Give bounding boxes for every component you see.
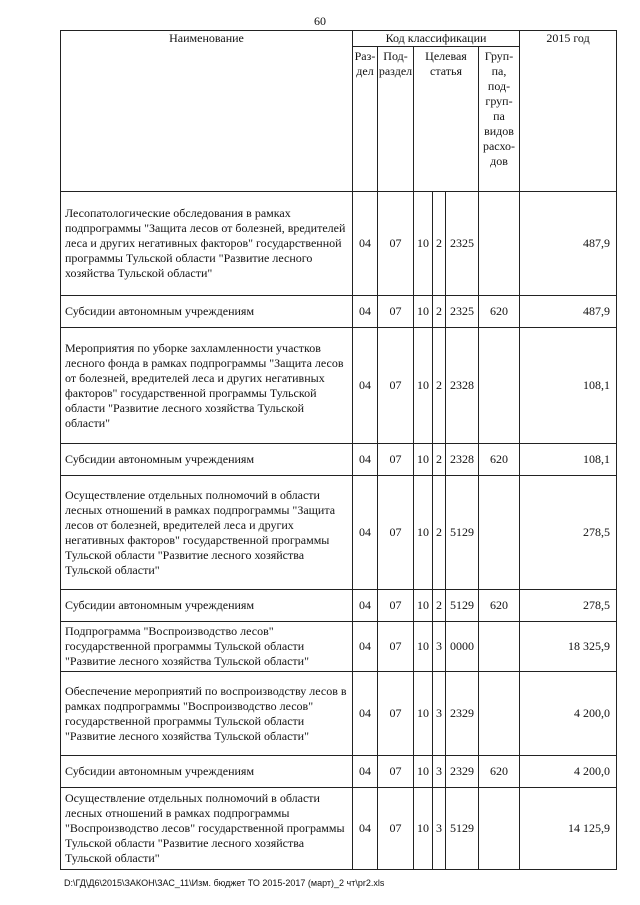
row-cs-program: 10 xyxy=(414,672,433,756)
budget-table-wrapper xyxy=(60,30,616,870)
row-razdel: 04 xyxy=(353,296,378,328)
row-podrazdel: 07 xyxy=(378,788,414,870)
row-vid-rashodov: 620 xyxy=(479,444,520,476)
row-cs-code: 2325 xyxy=(446,192,479,296)
row-cs-code: 5129 xyxy=(446,590,479,622)
row-sum: 108,1 xyxy=(520,444,617,476)
row-name: Осуществление отдельных полномочий в области лесных отношений в рамках подпрограммы "Воспроизводство лесов" государственной программы Тульской области "Развитие лесного хозяйства Тульской области" xyxy=(61,788,353,870)
row-podrazdel: 07 xyxy=(378,296,414,328)
row-cs-subprogram: 2 xyxy=(433,192,446,296)
row-sum: 487,9 xyxy=(520,296,617,328)
table-row xyxy=(61,672,617,756)
row-sum: 278,5 xyxy=(520,476,617,590)
row-name: Субсидии автономным учреждениям xyxy=(61,756,353,788)
row-sum: 4 200,0 xyxy=(520,756,617,788)
header-podrazdel: Под- раздел xyxy=(378,47,414,192)
row-vid-rashodov: 620 xyxy=(479,590,520,622)
row-vid-rashodov: 620 xyxy=(479,296,520,328)
row-razdel: 04 xyxy=(353,328,378,444)
row-podrazdel: 07 xyxy=(378,622,414,672)
row-razdel: 04 xyxy=(353,192,378,296)
row-podrazdel: 07 xyxy=(378,756,414,788)
row-vid-rashodov xyxy=(479,328,520,444)
table-row xyxy=(61,756,617,788)
row-cs-subprogram: 3 xyxy=(433,622,446,672)
table-row xyxy=(61,590,617,622)
row-cs-subprogram: 2 xyxy=(433,444,446,476)
row-name: Осуществление отдельных полномочий в области лесных отношений в рамках подпрограммы "Защита лесов от болезней, вредителей леса и других негативных факторов" государственной программы Тульской области "Развитие лесного хозяйства Тульской области" xyxy=(61,476,353,590)
row-podrazdel: 07 xyxy=(378,192,414,296)
row-cs-subprogram: 2 xyxy=(433,476,446,590)
row-cs-code: 0000 xyxy=(446,622,479,672)
row-podrazdel: 07 xyxy=(378,590,414,622)
row-sum: 108,1 xyxy=(520,328,617,444)
row-cs-program: 10 xyxy=(414,476,433,590)
row-name: Обеспечение мероприятий по воспроизводству лесов в рамках подпрограммы "Воспроизводство лесов" государственной программы Тульской области "Развитие лесного хозяйства Тульской области" xyxy=(61,672,353,756)
row-vid-rashodov: 620 xyxy=(479,756,520,788)
row-razdel: 04 xyxy=(353,590,378,622)
row-cs-program: 10 xyxy=(414,328,433,444)
table-row xyxy=(61,296,617,328)
row-sum: 18 325,9 xyxy=(520,622,617,672)
header-razdel: Раз- дел xyxy=(353,47,378,192)
header-name: Наименование xyxy=(61,31,353,192)
row-cs-code: 2328 xyxy=(446,328,479,444)
row-name: Субсидии автономным учреждениям xyxy=(61,296,353,328)
row-cs-code: 2329 xyxy=(446,756,479,788)
row-cs-program: 10 xyxy=(414,444,433,476)
row-vid-rashodov xyxy=(479,622,520,672)
header-tselevaya-statya: Целевая статья xyxy=(414,47,479,192)
row-cs-subprogram: 2 xyxy=(433,296,446,328)
row-cs-program: 10 xyxy=(414,756,433,788)
row-podrazdel: 07 xyxy=(378,672,414,756)
header-classification: Код классификации xyxy=(353,31,520,47)
row-cs-subprogram: 3 xyxy=(433,756,446,788)
row-cs-subprogram: 2 xyxy=(433,328,446,444)
header-gruppa-vidov-rashodov: Груп- па, под- груп- па видов расхо- дов xyxy=(479,47,520,192)
table-row xyxy=(61,788,617,870)
row-sum: 14 125,9 xyxy=(520,788,617,870)
budget-table xyxy=(60,30,617,870)
row-cs-program: 10 xyxy=(414,296,433,328)
table-row xyxy=(61,192,617,296)
row-vid-rashodov xyxy=(479,672,520,756)
row-vid-rashodov xyxy=(479,192,520,296)
row-cs-program: 10 xyxy=(414,788,433,870)
row-razdel: 04 xyxy=(353,788,378,870)
row-cs-code: 2328 xyxy=(446,444,479,476)
row-cs-code: 5129 xyxy=(446,476,479,590)
row-razdel: 04 xyxy=(353,756,378,788)
row-vid-rashodov xyxy=(479,788,520,870)
row-razdel: 04 xyxy=(353,444,378,476)
row-razdel: 04 xyxy=(353,622,378,672)
row-name: Лесопатологические обследования в рамках подпрограммы "Защита лесов от болезней, вредителей леса и других негативных факторов" государственной программы Тульской области "Развитие лесного хозяйства Тульской области" xyxy=(61,192,353,296)
table-row xyxy=(61,444,617,476)
page-number: 60 xyxy=(314,14,326,28)
row-razdel: 04 xyxy=(353,672,378,756)
row-name: Мероприятия по уборке захламленности участков лесного фонда в рамках подпрограммы "Защита лесов от болезней, вредителей леса и других негативных факторов" государственной программы Тульской области "Развитие лесного хозяйства Тульской области" xyxy=(61,328,353,444)
header-year: 2015 год xyxy=(520,31,617,192)
table-row xyxy=(61,476,617,590)
row-cs-code: 2325 xyxy=(446,296,479,328)
row-vid-rashodov xyxy=(479,476,520,590)
footer-file-path: D:\ГД\Д6\2015\ЗАКОН\ЗАС_11\Изм. бюджет ТО 2015-2017 (март)_2 чт\pr2.xls xyxy=(64,878,385,888)
row-name: Подпрограмма "Воспроизводство лесов" государственной программы Тульской области "Развитие лесного хозяйства Тульской области" xyxy=(61,622,353,672)
row-cs-program: 10 xyxy=(414,622,433,672)
row-cs-program: 10 xyxy=(414,590,433,622)
row-name: Субсидии автономным учреждениям xyxy=(61,590,353,622)
row-razdel: 04 xyxy=(353,476,378,590)
row-podrazdel: 07 xyxy=(378,328,414,444)
row-sum: 487,9 xyxy=(520,192,617,296)
row-sum: 278,5 xyxy=(520,590,617,622)
row-podrazdel: 07 xyxy=(378,476,414,590)
table-row xyxy=(61,328,617,444)
row-name: Субсидии автономным учреждениям xyxy=(61,444,353,476)
row-cs-subprogram: 3 xyxy=(433,788,446,870)
row-cs-subprogram: 2 xyxy=(433,590,446,622)
row-cs-code: 2329 xyxy=(446,672,479,756)
row-sum: 4 200,0 xyxy=(520,672,617,756)
row-cs-code: 5129 xyxy=(446,788,479,870)
row-cs-subprogram: 3 xyxy=(433,672,446,756)
row-podrazdel: 07 xyxy=(378,444,414,476)
row-cs-program: 10 xyxy=(414,192,433,296)
table-row xyxy=(61,622,617,672)
